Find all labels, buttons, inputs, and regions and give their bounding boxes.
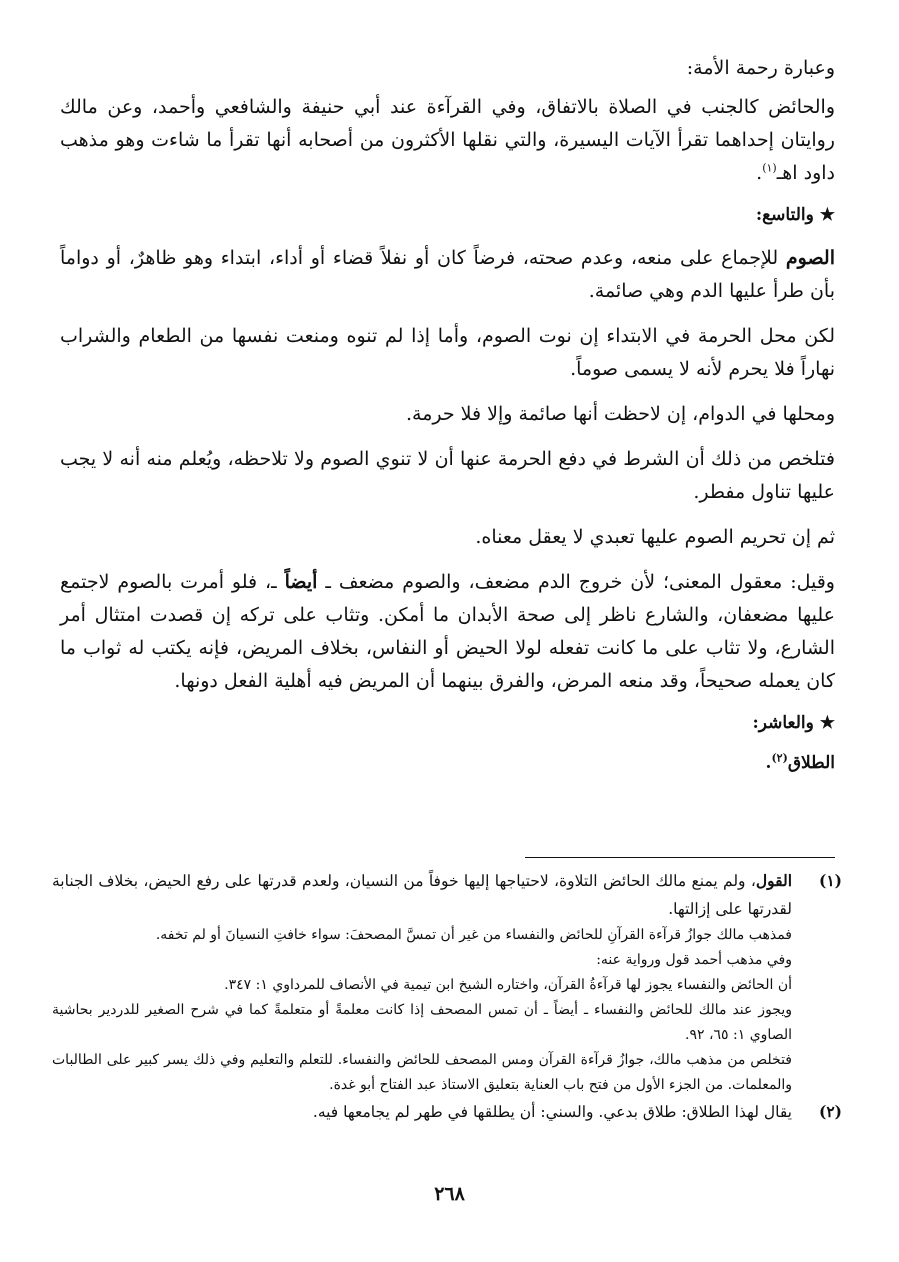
heading-tenth: ★ والعاشر: <box>752 713 835 733</box>
footnote-1-lead: القول <box>755 871 792 890</box>
footnote-ref-1[interactable]: (١) <box>762 161 777 175</box>
paragraph-continuation: ومحلها في الدوام، إن لاحظت أنها صائمة وإلا فلا حرمة. <box>405 403 835 425</box>
footnote-ref-2[interactable]: (٢) <box>771 751 788 765</box>
intro-line: وعبارة رحمة الأمة: <box>686 57 835 79</box>
heading-ninth: ★ والتاسع: <box>755 205 835 225</box>
footnotes <box>52 867 842 1126</box>
also-term: أيضاً <box>284 571 318 593</box>
footnote-1-hanbali: وفي مذهب أحمد قول ورواية عنه: <box>596 952 792 968</box>
footnote-2 <box>52 1098 842 1126</box>
paragraph-text: للإجماع على منعه، وعدم صحته، فرضاً كان أو نفلاً قضاء أو أداء، ابتداء وهو ظاهرٌ، أو دواماً بأن طرأ عليها الدم وهي صائمة. <box>60 247 835 302</box>
paragraph-text: والحائض كالجنب في الصلاة بالاتفاق، وفي القرآءة عند أبي حنيفة والشافعي وأحمد، وعن مالك روايتان إحداهما تقرأ الآيات اليسيرة، والتي نقلها الأكثرون من أصحابه أنها تقرأ ما شاءت وهو مذهب داود اهـ <box>60 96 835 184</box>
page-number: ٢٦٨ <box>434 1183 465 1205</box>
footnote-1-maliki: فمذهب مالك جوازُ قرآءة القرآنِ للحائض والنفساء من غير أن تمسَّ المصحفَ: سواء خافتِ النسيانَ أو لم تخفه. <box>155 927 792 943</box>
main-text <box>60 52 835 790</box>
paragraph-text-a: وقيل: معقول المعنى؛ لأن خروج الدم مضعف، والصوم مضعف ـ <box>317 571 835 593</box>
footnote-2-text: يقال لهذا الطلاق: طلاق بدعي. والسني: أن يطلقها في طهر لم يجامعها فيه. <box>312 1103 792 1121</box>
footnote-1-number: (١) <box>818 871 842 890</box>
paragraph-menstruating-recitation: والحائض كالجنب في الصلاة بالاتفاق، وفي القرآءة عند أبي حنيفة والشافعي وأحمد، وعن مالك روايتان إحداهما تقرأ الآيات اليسيرة، والتي نقلها الأكثرون من أصحابه أنها تقرأ ما شاءت وهو مذهب داود اهـ$^{(١)}$. <box>60 96 835 184</box>
divorce-period: . <box>765 753 772 773</box>
divorce-term: الطلاق <box>787 753 835 773</box>
footnote-1-conclusion: فتخلص من مذهب مالك، جوازُ قرآءة القرآن ومس المصحف للحائض والنفساء. للتعلم والتعليم وفي ذلك يسر كبير على الطالبات والمعلمات. من الجزء الأول من فتح باب العناية بتعليق الاستاذ عبد الفتاح أبو غدة. <box>52 1052 792 1093</box>
paragraph-devotional: ثم إن تحريم الصوم عليها تعبدي لا يعقل معناه. <box>475 526 835 548</box>
footnote-2-number: (٢) <box>818 1102 842 1121</box>
footnote-1-teaching: ويجوز عند مالك للحائض والنفساء ـ أيضاً ـ أن تمس المصحف إذا كانت معلمةً أو متعلمةً كما في شرح الصغير للدردير بحاشية الصاوي ١: ٦٥، ٩٢. <box>52 1002 792 1043</box>
footnote-1 <box>52 867 842 923</box>
paragraph-rational-meaning <box>60 566 835 698</box>
paragraph-text-b: ـ، فلو أمرت بالصوم لاجتمع عليها مضعفان، والشارع ناظر إلى صحة الأبدان ما أمكن. وتثاب على تركه إن قصدت امتثال أمر الشارع، ولا تثاب على ما كانت تفعله لولا الحيض أو النفاس، بخلاف المريض، فإنه يكتب له ثواب ما كان يعمله صحيحاً، وقد منعه المرض، والفرق بينهما أن المريض فيه أهلية الفعل دونها. <box>60 571 835 692</box>
footnote-1-text: ، ولم يمنع مالك الحائض التلاوة، لاحتياجها إليها خوفاً من النسيان، ولعدم قدرتها على رفع الحيض، بخلاف الجنابة لقدرتها على إزالتها. <box>52 872 792 918</box>
divorce-line <box>60 750 835 776</box>
paragraph-fasting <box>60 242 835 308</box>
paragraph-prohibition-scope: لكن محل الحرمة في الابتداء إن نوت الصوم، وأما إذا لم تنوه ومنعت نفسها من الطعام والشراب نهاراً فلا يحرم لأنه لا يسمى صوماً. <box>60 325 835 380</box>
paragraph-summary: فتلخص من ذلك أن الشرط في دفع الحرمة عنها أن لا تنوي الصوم ولا تلاحظه، ويُعلم منه أنه لا يجب عليها تناول مفطر. <box>60 448 835 503</box>
footnote-separator <box>525 857 835 858</box>
footnote-1-ibn-taymiyya: أن الحائض والنفساء يجوز لها قرآءةُ القرآن، واختاره الشيخ ابن تيمية في الأنصاف للمرداوي ١: ٣٤٧. <box>224 977 792 993</box>
fasting-term: الصوم <box>785 247 835 269</box>
